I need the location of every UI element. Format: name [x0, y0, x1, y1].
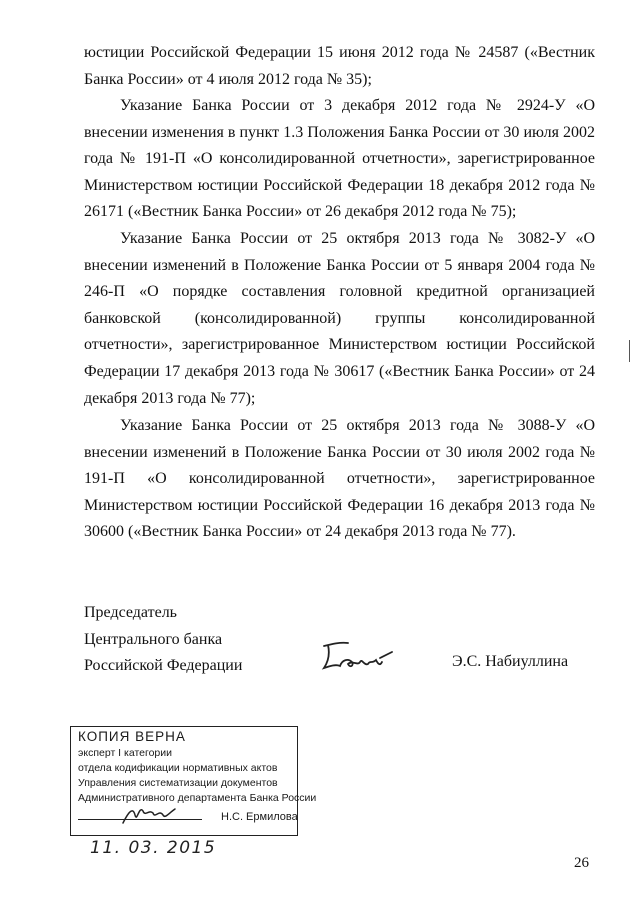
stamp-organization: Административного департамента Банка России: [78, 792, 317, 804]
signatory-name: Э.С. Набиуллина: [452, 653, 569, 670]
stamp-title: КОПИЯ ВЕРНА: [78, 729, 186, 744]
handwritten-signature: [318, 636, 398, 676]
page-number: 26: [574, 855, 589, 871]
signatory-title-line: Центрального банка: [84, 630, 223, 648]
stamp-handwritten-date: 11. 03. 2015: [90, 838, 217, 858]
stamp-handwritten-signature: [119, 801, 179, 831]
certified-copy-stamp: [70, 726, 317, 836]
stamp-division: Управления систематизации документов: [78, 777, 278, 789]
signatory-title-line: Российской Федерации: [84, 657, 243, 675]
signatory-title: [84, 600, 242, 680]
paragraph-continuation: юстиции Российской Федерации 15 июня 2012 года № 24587 («Вестник Банка России» от 4 июля 2012 года № 35);: [84, 44, 595, 88]
stamp-position: эксперт I категории: [78, 747, 172, 759]
scan-edge-mark: [629, 340, 630, 362]
paragraph-ukazanie-3082: Указание Банка России от 25 октября 2013 года № 3082-У «О внесении изменений в Положение Банка России от 5 января 2004 года № 246-П «О порядке составления головной кредитной организацией банковской (консолидированной) группы консолидированной отчетности», зарегистрированное Министерством юстиции Российской Федерации 17 декабря 2013 года № 30617 («Вестник Банка России» от 24 декабря 2013 года № 77);: [84, 230, 595, 407]
stamp-department: отдела кодификации нормативных актов: [78, 762, 278, 774]
paragraph-ukazanie-2924: Указание Банка России от 3 декабря 2012 года № 2924-У «О внесении изменения в пункт 1.3 Положения Банка России от 30 июля 2002 года № 191-П «О консолидированной отчетности», зарегистрированное Министерством юстиции Российской Федерации 18 декабря 2012 года № 26171 («Вестник Банка России» от 26 декабря 2012 года № 75);: [84, 97, 595, 221]
paragraph-ukazanie-3088: Указание Банка России от 25 октября 2013 года № 3088-У «О внесении изменений в Положение Банка России от 30 июля 2002 года № 191-П «О консолидированной отчетности», зарегистрированное Министерством юстиции Российской Федерации 16 декабря 2013 года № 30600 («Вестник Банка России» от 24 декабря 2013 года № 77).: [84, 417, 595, 541]
signatory-title-line: Председатель: [84, 604, 177, 621]
stamp-signer-name: Н.С. Ермилова: [221, 811, 298, 823]
